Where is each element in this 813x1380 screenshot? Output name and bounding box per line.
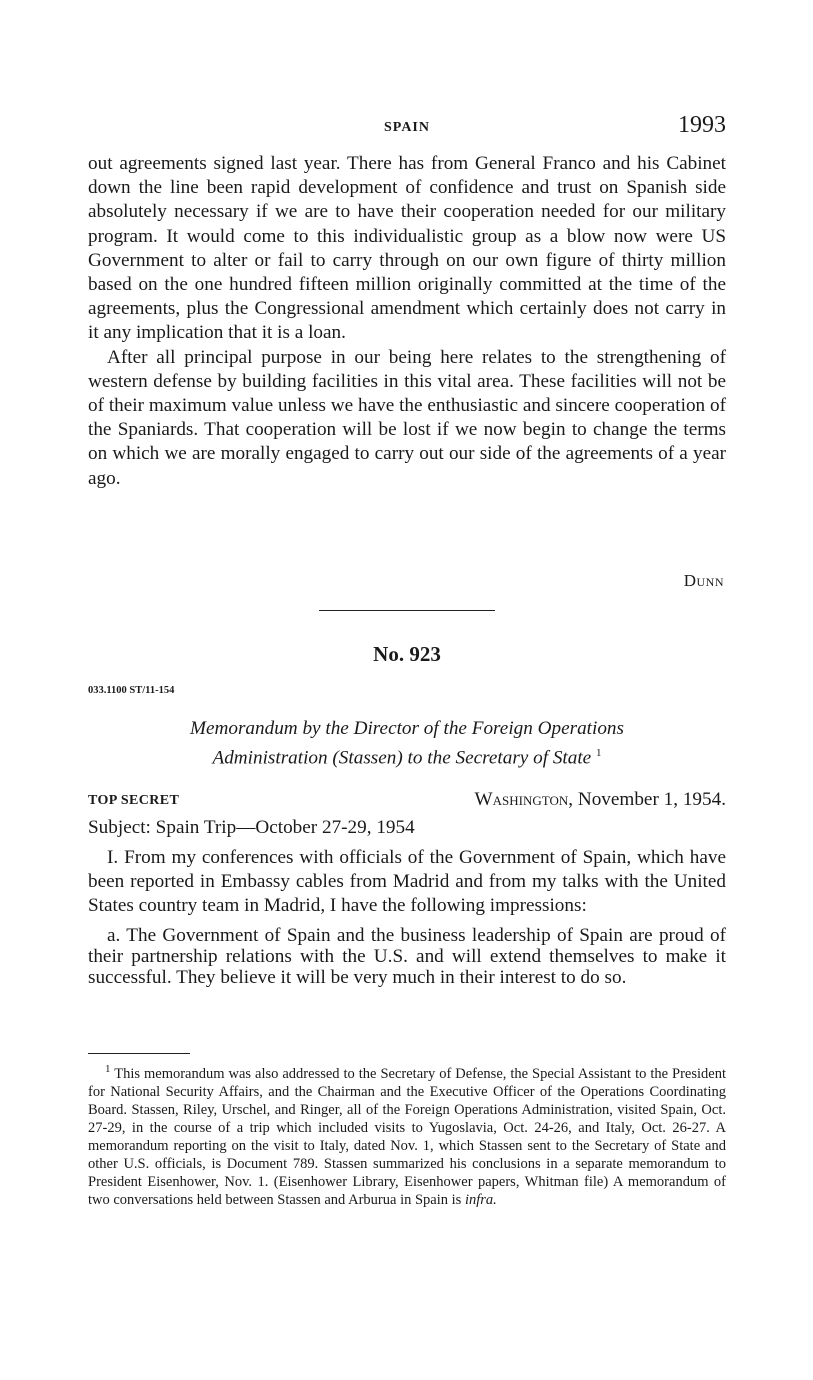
- document-title-line-2-text: Administration (Stassen) to the Secretary of State: [212, 747, 592, 769]
- document-number: No. 923: [373, 642, 441, 666]
- date: November 1, 1954.: [577, 789, 726, 810]
- memo-paragraph-a: a. The Government of Spain and the business leadership of Spain are proud of their partnership relations with the U.S. and will extend themselves to make it successful. They believe it will be very much in their interest to do so.: [88, 924, 726, 988]
- signature: Dunn: [683, 571, 724, 590]
- footnote-number: 1: [105, 1063, 111, 1075]
- document-title-line-2: [88, 741, 726, 770]
- subject-line: Subject: Spain Trip—October 27-29, 1954: [88, 817, 415, 838]
- place: Washington,: [474, 789, 574, 810]
- footnote-divider: [88, 1053, 190, 1054]
- footnote-text: This memorandum was also addressed to the Secretary of Defense, the Special Assistant to the President for National Security Affairs, and the Chairman and the Executive Officer of the Operations Coordinating Board. Stassen, Riley, Urschel, and Ringer, all of the Foreign Operations Administration, visited Spain, Oct. 27-29, in the course of a trip which included visits to Yugoslavia, Oct. 24-26, and Italy, Oct. 26-27. A memorandum reporting on the visit to Italy, dated Nov. 1, which Stassen sent to the Secretary of State and other U.S. officials, is Document 789. Stassen summarized his conclusions in a separate memorandum to President Eisenhower, Nov. 1. (Eisenhower Library, Eisenhower papers, Whitman file) A memorandum of two conversations held between Stassen and Arburua in Spain is: [88, 1065, 726, 1209]
- footnote-text-italic: infra.: [464, 1192, 497, 1209]
- running-head: [88, 112, 726, 142]
- footnote-marker: 1: [596, 747, 602, 759]
- memorandum-body: [88, 846, 726, 988]
- continued-telegram-text: [88, 152, 726, 491]
- memo-paragraph-1: I. From my conferences with officials of the Government of Spain, which have been reported in Embassy cables from Madrid and from my talks with the United States country team in Madrid, I have the following impressions:: [88, 847, 726, 917]
- footnote: [88, 1060, 726, 1210]
- place-date: [475, 789, 726, 811]
- page-number: 1993: [678, 112, 726, 138]
- running-title: SPAIN: [384, 120, 430, 135]
- classification-label: TOP SECRET: [88, 793, 180, 808]
- document-title-line-1: Memorandum by the Director of the Foreign Operations: [190, 718, 624, 739]
- document-title: [88, 716, 726, 770]
- telegram-paragraph-1: out agreements signed last year. There has from General Franco and his Cabinet down the line been rapid development of confidence and trust on Spanish side absolutely necessary if we are to have their cooperation needed for our military program. It would come to this individualistic group as a blow now were US Government to alter or fail to carry through on our own figure of thirty million based on the one hundred fifteen million originally committed at the time of the agreements, plus the Congressional amendment which certainly does not carry in it any implication that it is a loan.: [88, 153, 726, 344]
- file-code: 033.1100 ST/11-154: [88, 685, 175, 696]
- telegram-paragraph-2: After all principal purpose in our being here relates to the strengthening of western defense by building facilities in this vital area. These facilities will not be of their maximum value unless we have the enthusiastic and sincere cooperation of the Spaniards. That cooperation will be lost if we now begin to change the terms on which we are morally engaged to carry out our side of the agreements of a year ago.: [88, 346, 726, 489]
- section-divider: [319, 610, 495, 611]
